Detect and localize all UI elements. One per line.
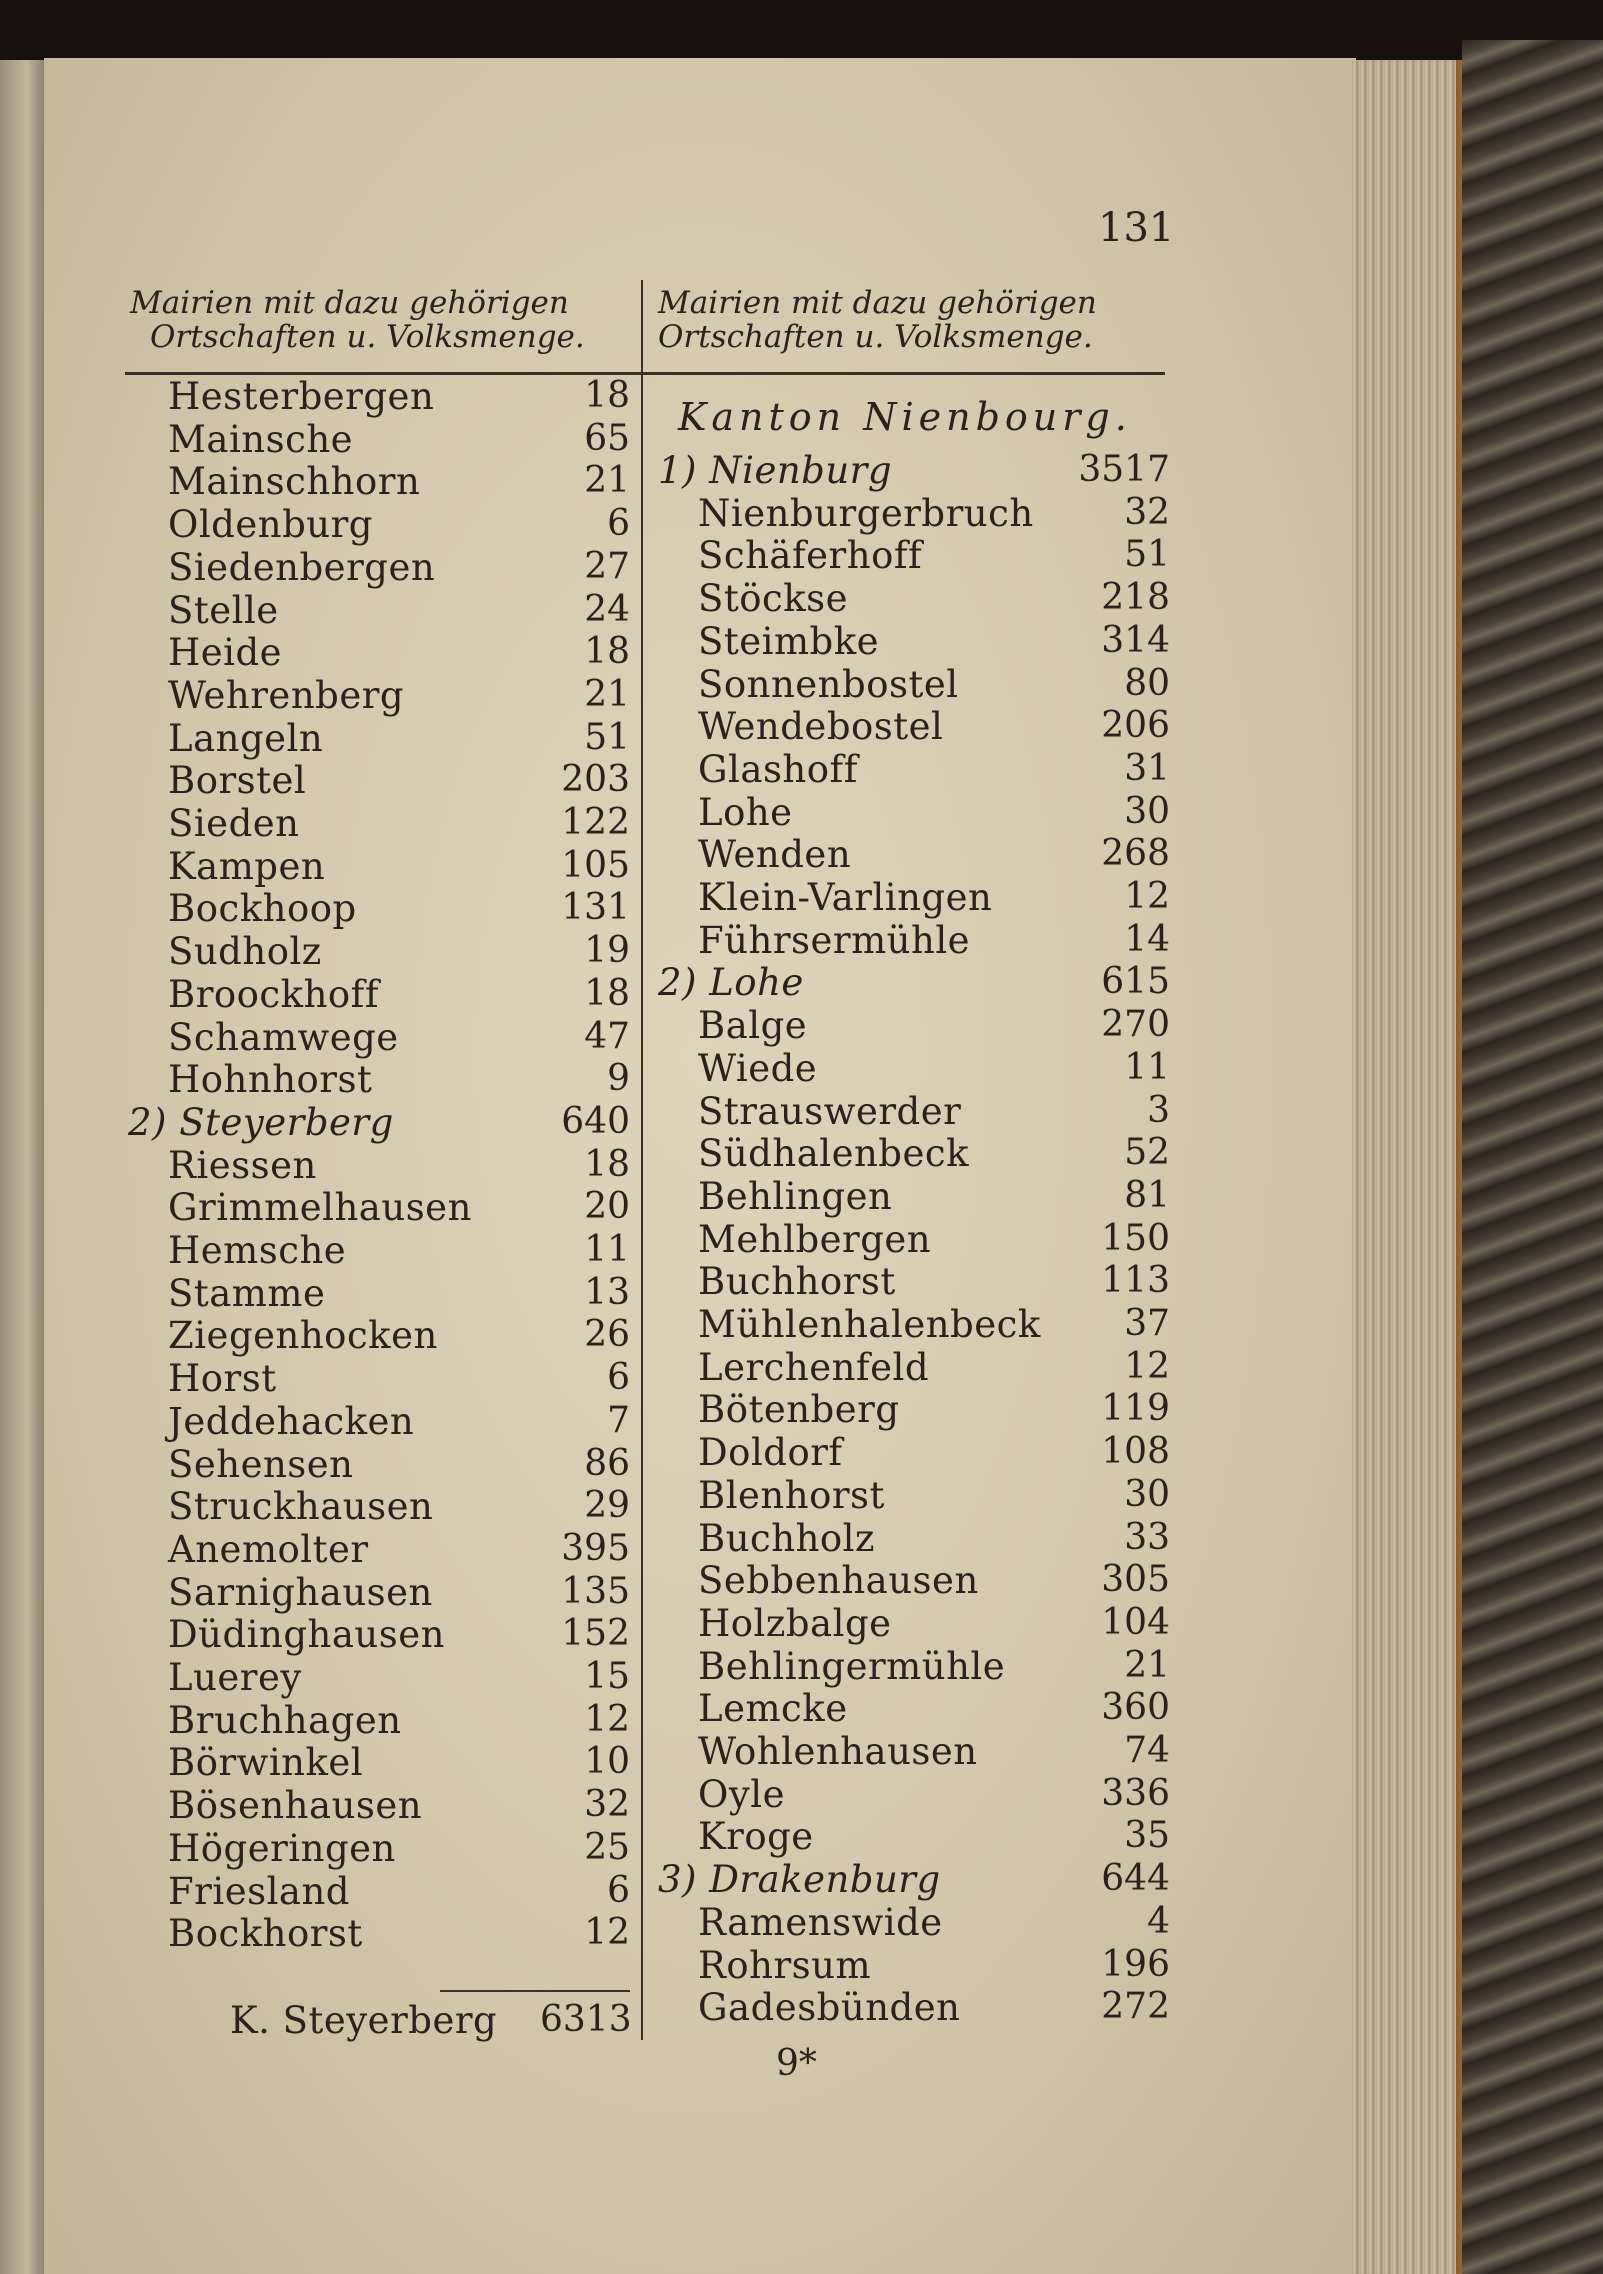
right-place-name: Südhalenbeck (698, 1132, 970, 1176)
left-place-name: Bockhorst (168, 1912, 363, 1956)
right-population-value: 268 (1101, 833, 1170, 875)
left-place-name: Hesterbergen (168, 375, 435, 418)
right-place-name: Wenden (698, 833, 852, 877)
left-place-name: Sudholz (168, 930, 322, 974)
left-population-value: 6 (607, 503, 630, 545)
right-population-value: 80 (1124, 662, 1170, 704)
left-place-name: 2) Steyerberg (128, 1100, 394, 1144)
right-population-value: 150 (1101, 1217, 1170, 1259)
right-population-value: 113 (1101, 1260, 1170, 1302)
marbled-cover (1462, 40, 1603, 2274)
right-place-name: Mehlbergen (698, 1217, 932, 1261)
left-population-value: 24 (584, 588, 630, 630)
right-population-value: 3517 (1078, 449, 1170, 490)
right-place-name: Führsermühle (698, 918, 971, 962)
right-population-value: 74 (1124, 1730, 1170, 1771)
left-header-line2: Ortschaften u. Volksmenge. (150, 319, 585, 355)
right-population-value: 14 (1124, 918, 1170, 960)
left-place-name: Mainschhorn (168, 460, 421, 504)
total-rule (440, 1990, 630, 1992)
left-population-value: 6 (607, 1357, 630, 1399)
right-place-name: 1) Nienburg (658, 449, 893, 492)
left-place-name: Börwinkel (168, 1741, 364, 1785)
right-place-name: Nienburgerbruch (698, 491, 1034, 535)
left-place-name: Kampen (168, 844, 326, 888)
left-place-name: Sehensen (168, 1442, 354, 1486)
left-population-value: 21 (584, 673, 630, 715)
right-place-name: Wiede (698, 1046, 818, 1090)
left-population-value: 13 (584, 1271, 630, 1313)
left-place-name: Luerey (168, 1656, 302, 1699)
left-population-value: 122 (561, 802, 630, 843)
left-population-value: 27 (584, 545, 630, 587)
right-population-value: 314 (1101, 619, 1170, 661)
left-population-value: 7 (607, 1399, 630, 1441)
right-place-name: Balge (698, 1004, 808, 1048)
left-place-name: Bruchhagen (168, 1698, 402, 1742)
left-population-value: 9 (607, 1058, 630, 1100)
left-place-name: Hemsche (168, 1229, 347, 1272)
left-population-value: 640 (561, 1100, 630, 1142)
left-population-value: 86 (584, 1442, 630, 1484)
left-population-value: 6 (607, 1869, 630, 1911)
right-population-value: 31 (1124, 747, 1170, 789)
right-population-value: 81 (1124, 1174, 1170, 1216)
right-place-name: Behlingermühle (698, 1644, 1006, 1688)
right-population-value: 104 (1101, 1601, 1170, 1643)
left-place-name: Borstel (168, 759, 307, 803)
left-population-value: 19 (584, 930, 630, 972)
right-population-value: 644 (1101, 1858, 1170, 1900)
left-population-value: 18 (584, 1143, 630, 1185)
left-total-name: K. Steyerberg (230, 1999, 498, 2042)
left-place-name: Oldenburg (168, 503, 373, 547)
left-place-name: Broockhoff (168, 972, 380, 1016)
right-population-value: 272 (1101, 1986, 1170, 2028)
right-population-value: 30 (1124, 1473, 1170, 1515)
right-population-value: 30 (1124, 790, 1170, 832)
left-place-name: Heide (168, 631, 283, 675)
right-place-name: Steimbke (698, 619, 880, 663)
page-number: 131 (1098, 205, 1175, 251)
right-place-name: Stöckse (698, 577, 849, 621)
right-place-name: 2) Lohe (658, 961, 804, 1005)
left-population-value: 105 (561, 844, 630, 886)
right-place-name: Kroge (698, 1815, 814, 1859)
right-population-value: 12 (1124, 876, 1170, 917)
left-place-name: Ziegenhocken (168, 1314, 438, 1358)
right-place-name: Ramenswide (698, 1900, 943, 1944)
right-population-value: 33 (1124, 1516, 1170, 1558)
left-population-value: 395 (561, 1527, 630, 1569)
column-divider (641, 280, 643, 2040)
right-population-value: 360 (1101, 1687, 1170, 1729)
right-population-value: 51 (1124, 534, 1170, 576)
left-population-value: 10 (584, 1741, 630, 1783)
right-place-name: Schäferhoff (698, 534, 923, 578)
left-population-value: 47 (584, 1015, 630, 1057)
right-place-name: Wendebostel (698, 705, 944, 749)
left-header-line1: Mairien mit dazu gehörigen (130, 285, 569, 321)
left-population-value: 131 (561, 887, 630, 929)
right-population-value: 35 (1124, 1815, 1170, 1857)
kanton-heading: Kanton Nienbourg. (678, 395, 1132, 439)
left-place-name: Riessen (168, 1143, 317, 1187)
right-place-name: 3) Drakenburg (658, 1858, 941, 1902)
left-population-value: 12 (584, 1698, 630, 1740)
right-place-name: Doldorf (698, 1431, 843, 1475)
right-place-name: Behlingen (698, 1174, 893, 1218)
right-place-name: Sonnenbostel (698, 662, 959, 706)
right-population-value: 615 (1101, 961, 1170, 1003)
left-population-value: 29 (584, 1485, 630, 1527)
left-place-name: Schamwege (168, 1015, 399, 1059)
left-population-value: 152 (561, 1613, 630, 1655)
right-place-name: Rohrsum (698, 1943, 872, 1987)
right-place-name: Wohlenhausen (698, 1730, 978, 1773)
right-place-name: Oyle (698, 1772, 785, 1816)
right-population-value: 119 (1101, 1388, 1170, 1430)
left-place-name: Bösenhausen (168, 1784, 423, 1828)
signature-mark: 9* (776, 2043, 817, 2084)
left-population-value: 18 (584, 631, 630, 673)
left-place-name: Horst (168, 1357, 277, 1401)
right-population-value: 37 (1124, 1303, 1170, 1344)
left-population-value: 135 (561, 1570, 630, 1612)
right-place-name: Klein-Varlingen (698, 876, 993, 919)
left-population-value: 203 (561, 759, 630, 801)
left-population-value: 65 (584, 417, 630, 459)
right-population-value: 196 (1101, 1943, 1170, 1985)
right-place-name: Blenhorst (698, 1473, 885, 1517)
left-place-name: Anemolter (168, 1527, 369, 1571)
left-population-value: 32 (584, 1784, 630, 1826)
right-population-value: 11 (1124, 1046, 1170, 1088)
left-place-name: Hohnhorst (168, 1058, 373, 1102)
right-population-value: 305 (1101, 1559, 1170, 1601)
right-place-name: Bötenberg (698, 1388, 900, 1432)
left-population-value: 12 (584, 1912, 630, 1954)
right-header-line2: Ortschaften u. Volksmenge. (658, 319, 1093, 355)
right-population-value: 4 (1147, 1900, 1170, 1942)
right-place-name: Mühlenhalenbeck (698, 1303, 1041, 1346)
left-place-name: Grimmelhausen (168, 1186, 472, 1230)
right-place-name: Sebbenhausen (698, 1559, 979, 1603)
right-population-value: 336 (1101, 1772, 1170, 1814)
left-place-name: Langeln (168, 716, 324, 760)
right-population-value: 21 (1124, 1644, 1170, 1686)
left-population-value: 26 (584, 1314, 630, 1356)
right-place-name: Buchholz (698, 1516, 876, 1560)
right-place-name: Lerchenfeld (698, 1345, 930, 1389)
right-population-value: 270 (1101, 1004, 1170, 1046)
right-place-name: Buchhorst (698, 1260, 896, 1304)
right-place-name: Gadesbünden (698, 1986, 961, 2030)
left-place-name: Friesland (168, 1869, 350, 1913)
right-header-line1: Mairien mit dazu gehörigen (658, 285, 1097, 321)
left-population-value: 25 (584, 1826, 630, 1868)
right-place-name: Strauswerder (698, 1089, 962, 1133)
right-place-name: Holzbalge (698, 1601, 892, 1645)
right-population-value: 3 (1147, 1089, 1170, 1131)
left-page-edge (0, 60, 44, 2274)
left-place-name: Düdinghausen (168, 1613, 445, 1657)
right-place-name: Lohe (698, 790, 793, 834)
left-place-name: Högeringen (168, 1826, 396, 1870)
left-population-value: 20 (584, 1186, 630, 1228)
right-population-value: 12 (1124, 1345, 1170, 1387)
left-population-value: 11 (584, 1229, 630, 1270)
left-place-name: Stamme (168, 1271, 326, 1315)
left-place-name: Mainsche (168, 417, 354, 461)
left-place-name: Struckhausen (168, 1485, 434, 1529)
left-place-name: Jeddehacken (168, 1399, 415, 1443)
left-population-value: 21 (584, 460, 630, 502)
left-place-name: Sieden (168, 802, 300, 845)
left-population-value: 18 (584, 972, 630, 1014)
left-place-name: Bockhoop (168, 887, 357, 931)
right-population-value: 108 (1101, 1431, 1170, 1473)
right-population-value: 32 (1124, 491, 1170, 533)
right-place-name: Lemcke (698, 1687, 848, 1731)
left-population-value: 51 (584, 716, 630, 758)
right-population-value: 218 (1101, 577, 1170, 619)
left-place-name: Siedenbergen (168, 545, 436, 589)
right-place-name: Glashoff (698, 747, 858, 791)
left-place-name: Sarnighausen (168, 1570, 433, 1614)
left-place-name: Wehrenberg (168, 673, 405, 717)
right-population-value: 206 (1101, 705, 1170, 747)
left-population-value: 15 (584, 1656, 630, 1697)
left-population-value: 18 (584, 375, 630, 416)
left-place-name: Stelle (168, 588, 279, 632)
left-total-value: 6313 (540, 1999, 632, 2040)
right-population-value: 52 (1124, 1132, 1170, 1174)
page-edges (1352, 60, 1464, 2274)
